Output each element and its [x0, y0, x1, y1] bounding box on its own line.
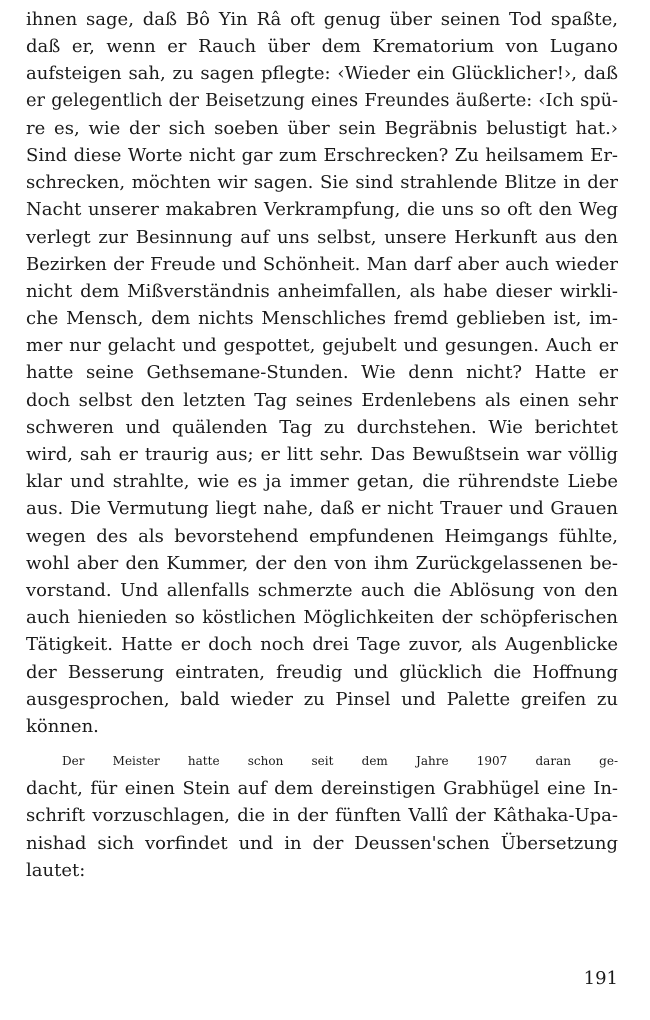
text-line: Der Meister hatte schon seit dem Jahre 1907 daran ge- — [62, 754, 618, 769]
text-line: wird, sah er traurig aus; er litt sehr. Das Bewußtsein war völlig — [26, 444, 618, 465]
paragraph-1 — [26, 6, 618, 740]
text-line: aufsteigen sah, zu sagen pflegte: ‹Wieder ein Glücklicher!›, daß — [26, 63, 618, 85]
text-line: doch selbst den letzten Tag seines Erdenlebens als einen sehr — [26, 389, 618, 411]
page-body — [26, 6, 618, 884]
text-line: ihnen sage, daß Bô Yin Râ oft genug über seinen Tod spaßte, — [26, 9, 618, 30]
text-line: hatte seine Gethsemane-Stunden. Wie denn nicht? Hatte er — [26, 362, 618, 384]
text-line: Bezirken der Freude und Schönheit. Man darf aber auch wieder — [26, 253, 618, 275]
text-line: dacht, für einen Stein auf dem dereinstigen Grabhügel eine In- — [26, 778, 618, 800]
text-line: Sind diese Worte nicht gar zum Erschrecken? Zu heilsamem Er- — [26, 144, 618, 166]
text-line: klar und strahlte, wie es ja immer getan, die rührendste Liebe — [26, 471, 618, 493]
text-line: lautet: — [26, 859, 86, 881]
text-line: nicht dem Mißverständnis anheimfallen, als habe dieser wirkli- — [26, 280, 618, 302]
text-line: er gelegentlich der Beisetzung eines Freundes äußerte: ‹Ich spü- — [26, 90, 618, 111]
text-line: wegen des als bevorstehend empfundenen Heimgangs fühlte, — [26, 525, 618, 547]
text-line: der Besserung eintraten, freudig und glücklich die Hoffnung — [26, 661, 618, 683]
paragraph-2 — [26, 748, 618, 884]
text-line: aus. Die Vermutung liegt nahe, daß er nicht Trauer und Grauen — [26, 498, 618, 520]
page-number: 191 — [583, 968, 618, 989]
text-line: che Mensch, dem nichts Menschliches fremd geblieben ist, im- — [26, 308, 618, 330]
text-line: nishad sich vorfindet und in der Deussen'schen Übersetzung — [26, 832, 618, 854]
text-line: wohl aber den Kummer, der den von ihm Zurückgelassenen be- — [26, 552, 618, 574]
text-line: schrift vorzuschlagen, die in der fünften Vallî der Kâthaka-Upa- — [26, 805, 618, 827]
paragraph-gap — [26, 740, 618, 748]
text-line: verlegt zur Besinnung auf uns selbst, unsere Herkunft aus den — [26, 226, 618, 248]
text-line: auch hienieden so köstlichen Möglichkeiten der schöpferischen — [26, 607, 618, 629]
text-line: re es, wie der sich soeben über sein Begräbnis belustigt hat.› — [26, 117, 618, 139]
text-line: schweren und quälenden Tag zu durchstehen. Wie berichtet — [26, 416, 618, 438]
text-line: mer nur gelacht und gespottet, gejubelt und gesungen. Auch er — [26, 335, 618, 357]
text-line: vorstand. Und allenfalls schmerzte auch die Ablösung von den — [26, 579, 618, 601]
text-line: ausgesprochen, bald wieder zu Pinsel und Palette greifen zu — [26, 688, 618, 710]
text-line: daß er, wenn er Rauch über dem Krematorium von Lugano — [26, 36, 618, 58]
text-line: schrecken, möchten wir sagen. Sie sind strahlende Blitze in der — [26, 172, 618, 194]
text-line: Nacht unserer makabren Verkrampfung, die uns so oft den Weg — [26, 199, 618, 221]
text-line: Tätigkeit. Hatte er doch noch drei Tage zuvor, als Augenblicke — [26, 634, 618, 656]
text-line: können. — [26, 715, 99, 737]
